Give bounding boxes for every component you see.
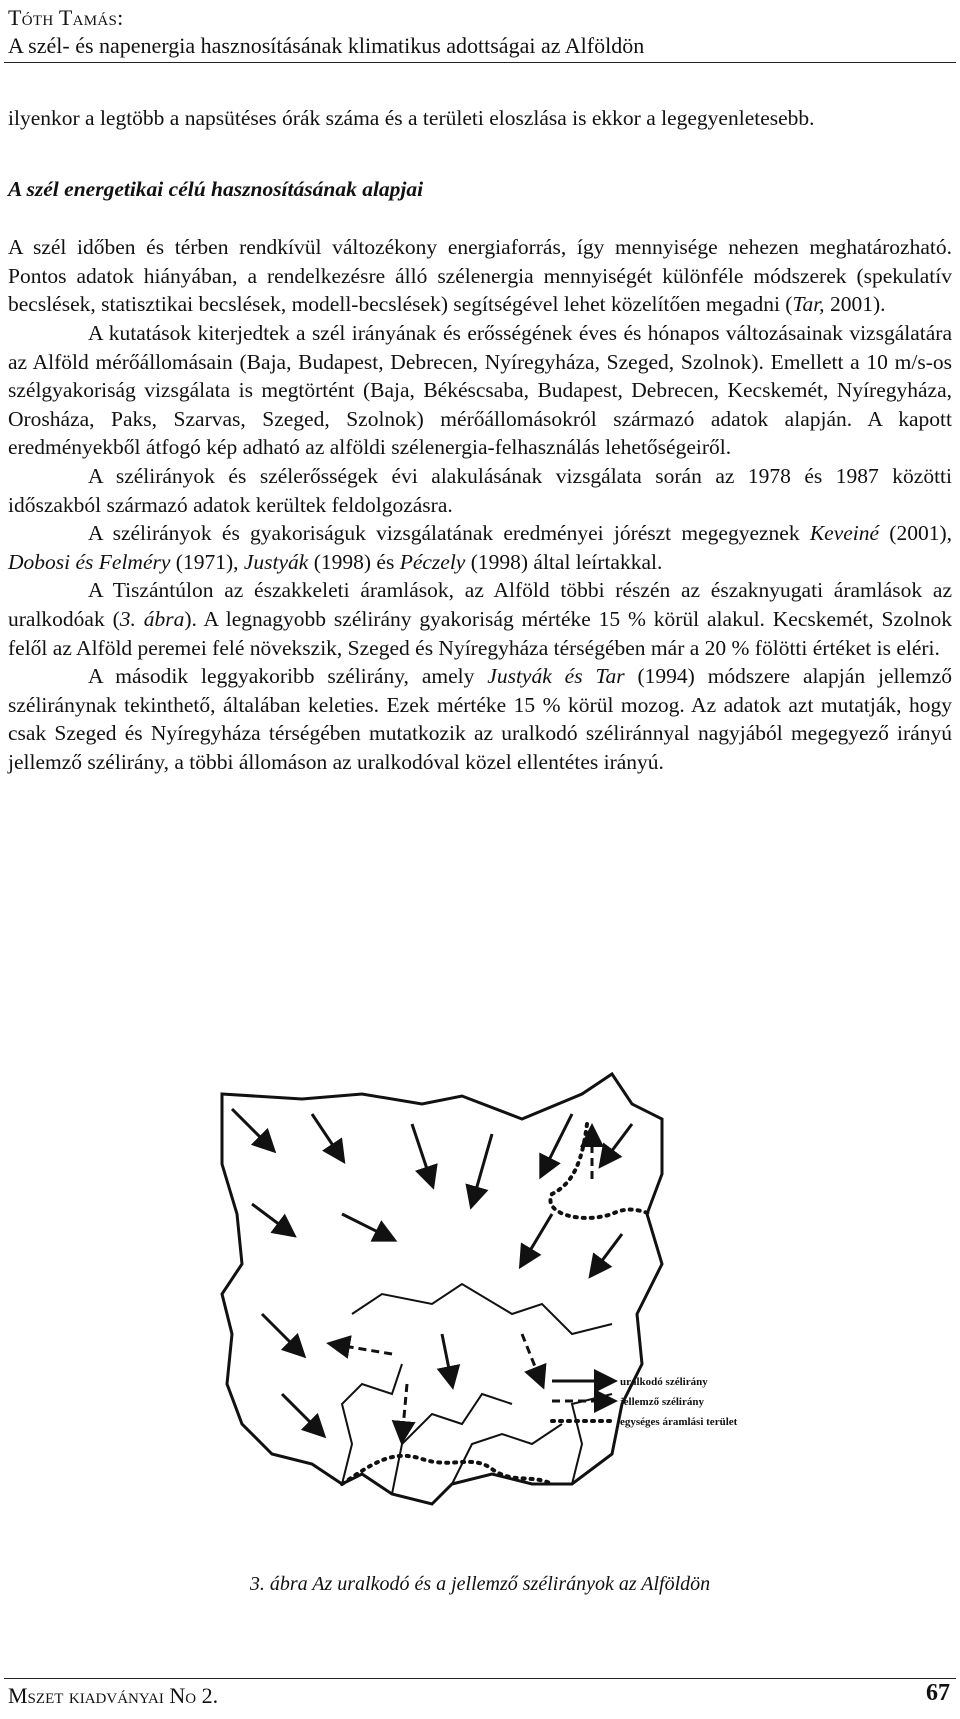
paragraph-0: ilyenkor a legtöbb a napsütéses órák száma és a területi eloszlása is ekkor a legegyenletesebb. xyxy=(8,106,815,130)
legend-dominant: uralkodó szélirány xyxy=(620,1376,708,1388)
legend-characteristic: jellemző szélirány xyxy=(620,1396,704,1408)
paragraph-3: A szélirányok és szélerősségek évi alakulásának vizsgálata során az 1978 és 1987 közötti időszakból származó adatok kerültek feldolgozásra. xyxy=(8,463,952,517)
alfold-outline xyxy=(222,1074,662,1504)
citation-keveine: Keveiné xyxy=(809,521,880,546)
legend-area: egységes áramlási terület xyxy=(620,1416,738,1428)
wind-direction-map xyxy=(192,1064,792,1564)
map-legend xyxy=(552,1376,738,1428)
section-title: A szél energetikai célú hasznosításának alapjai xyxy=(8,176,424,201)
body-text xyxy=(8,104,952,776)
paragraph-1: A szél időben és térben rendkívül változékony energiaforrás, így mennyisége nehezen meghatározható. Pontos adatok hiányában, a rendelkezésre álló szélenergia mennyiségét különféle módszerek (spekulatív becslések, statisztikai becslések, modell-becslések) segítségével lehet közelítően megadni (Tar, 2001). xyxy=(8,235,952,317)
citation-justyak: Justyák xyxy=(243,549,309,574)
header-title: A szél- és napenergia hasznosításának klimatikus adottságai az Alföldön xyxy=(8,33,645,58)
header-author: Tóth Tamás: xyxy=(8,5,124,30)
paragraph-6: A második leggyakoribb szélirány, amely Justyák és Tar (1994) módszere alapján jellemző széliránynak tekinthető, általában keleties. Ezek mértéke 15 % körül mozog. Az adatok azt mutatják, hogy csak Szeged és Nyíregyháza térségében mutatkozik az uralkodó széliránnyal nagyjából megegyező irányú jellemző szélirány, a többi állomáson az uralkodóval közel ellentétes irányú. xyxy=(8,664,952,774)
page-number: 67 xyxy=(926,1680,950,1706)
header-rule xyxy=(4,62,956,63)
citation-justyak-tar: Justyák és Tar xyxy=(487,664,625,689)
citation-tar: Tar, xyxy=(792,292,825,317)
citation-dobosi: Dobosi és Felméry xyxy=(8,549,171,574)
figure-caption: 3. ábra Az uralkodó és a jellemző szélirányok az Alföldön xyxy=(249,1573,711,1595)
citation-peczely: Péczely xyxy=(399,549,466,574)
paragraph-2: A kutatások kiterjedtek a szél irányának és erősségének éves és hónapos változásainak vizsgálatára az Alföld mérőállomásain (Baja, Budapest, Debrecen, Nyíregyháza, Szeged, Szolnok). Emellett a 10 m/s-os szélgyakoriság vizsgálata is megtörtént (Baja, Békéscsaba, Budapest, Debrecen, Kecskemét, Nyíregyháza, Orosháza, Paks, Szarvas, Szeged, Szolnok) mérőállomásokról származó adatok alapján. A kapott eredményekből átfogó kép adható az alföldi szélenergia-felhasználás lehetőségeiről. xyxy=(8,320,952,460)
footer-publication: Mszet kiadványai No 2. xyxy=(8,1683,219,1708)
footer-rule xyxy=(4,1678,956,1679)
running-header xyxy=(8,4,952,60)
paragraph-5: A Tiszántúlon az északkeleti áramlások, az Alföld többi részén az északnyugati áramlások az uralkodóak (3. ábra). A legnagyobb szélirány gyakoriság mértéke 15 % körül alakul. Kecskemét, Szolnok felől az Alföld peremei felé növekszik, Szeged és Nyíregyháza térségében már a 20 % fölötti értéket is eléri. xyxy=(8,578,952,660)
figure-reference: 3. ábra xyxy=(119,606,185,631)
paragraph-4: A szélirányok és gyakoriságuk vizsgálatának eredményei jórészt megegyeznek Keveiné (2001), Dobosi és Felméry (1971), Justyák (1998) és Péczely (1998) által leírtakkal. xyxy=(8,521,952,574)
